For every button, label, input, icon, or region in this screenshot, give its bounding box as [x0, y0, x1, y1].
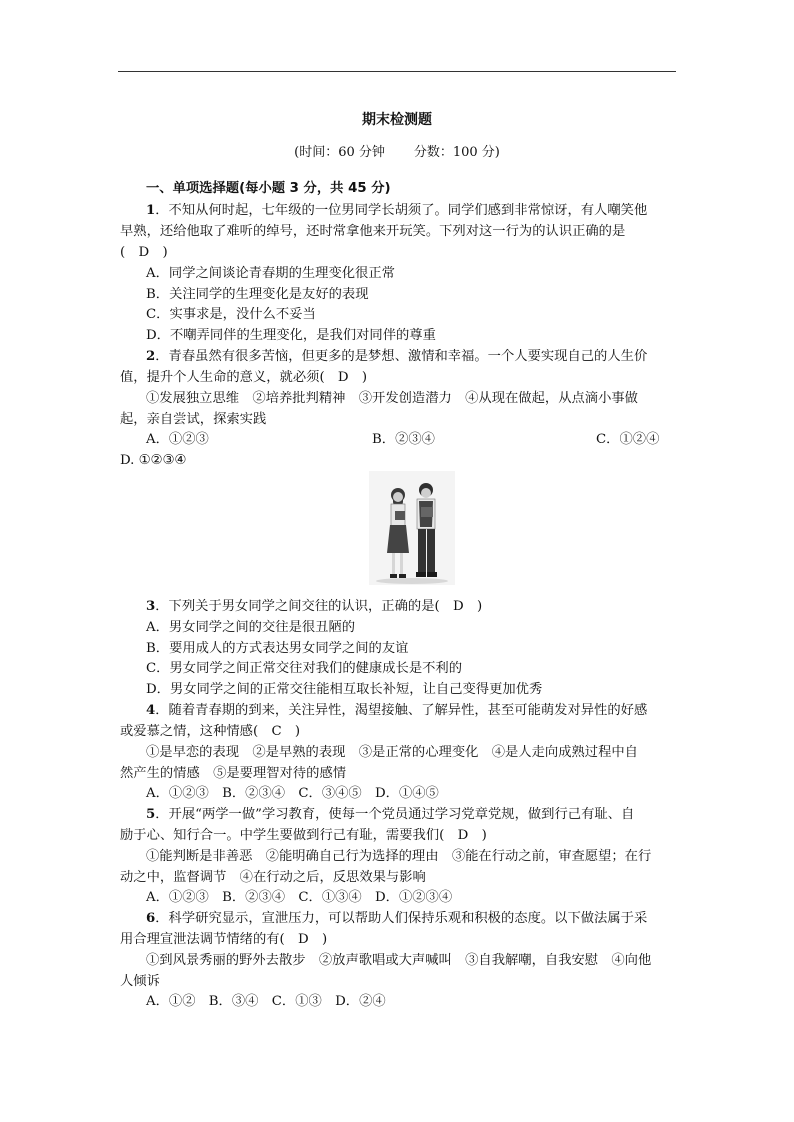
q2-line2: 值，提升个人生命的意义，就必须( D ) — [120, 370, 368, 385]
q2-items1: ①发展独立思维 ②培养批判精神 ③开发创造潜力 ④从现在做起，从点滴小事做 — [146, 391, 638, 406]
q3-option-d: D．男女同学之间的正常交往能相互取长补短，让自己变得更加优秀 — [146, 682, 543, 697]
q6-items1: ①到风景秀丽的野外去散步 ②放声歌唱或大声喊叫 ③自我解嘲，自我安慰 ④向他 — [146, 953, 652, 968]
q4-items2: 然产生的情感 ⑤是要理智对待的感情 — [120, 766, 347, 781]
q3-option-c: C．男女同学之间正常交往对我们的健康成长是不利的 — [146, 661, 463, 676]
q3-stem — [146, 598, 482, 616]
q4-line2: 或爱慕之情，这种情感( C ) — [120, 724, 301, 739]
q2-option-a: A．①②③ — [146, 432, 209, 447]
q2-option-d: D. ①②③④ — [120, 453, 187, 468]
q4-number: 4 — [146, 703, 156, 718]
q3-option-a: A．男女同学之间的交往是很丑陋的 — [146, 620, 356, 635]
q6-line2: 用合理宣泄法调节情绪的有( D ) — [120, 932, 328, 947]
q1-option-a: A．同学之间谈论青春期的生理变化很正常 — [146, 266, 395, 281]
q3-number: 3 — [146, 599, 156, 614]
q2-line1 — [146, 348, 647, 366]
q5-items1: ①能判断是非善恶 ②能明确自己行为选择的理由 ③能在行动之前，审查愿望；在行 — [146, 849, 652, 864]
q1-option-d: D．不嘲弄同伴的生理变化，是我们对同伴的尊重 — [146, 328, 436, 343]
q6-items2: 人倾诉 — [120, 974, 160, 989]
q6-number: 6 — [146, 911, 156, 926]
q1-option-b: B．关注同学的生理变化是友好的表现 — [146, 287, 369, 302]
q1-line1 — [146, 202, 647, 220]
q6-options: A．①② B．③④ C．①③ D．②④ — [146, 994, 386, 1009]
q1-option-c: C．实事求是，没什么不妥当 — [146, 307, 316, 322]
q4-items1: ①是早恋的表现 ②是早熟的表现 ③是正常的心理变化 ④是人走向成熟过程中自 — [146, 745, 638, 760]
q2-items2: 起，亲自尝试，探索实践 — [120, 412, 267, 427]
q5-number: 5 — [146, 807, 156, 822]
header-rule — [118, 71, 676, 72]
q5-line1 — [146, 806, 634, 824]
q6-text1: ．科学研究显示，宣泄压力，可以帮助人们保持乐观和积极的态度。以下做法属于采 — [155, 911, 648, 926]
section-heading: 一、单项选择题(每小题 3 分，共 45 分) — [146, 181, 391, 196]
exam-info: (时间：60 分钟 分数：100 分) — [294, 145, 500, 160]
q5-items2: 动之中，监督调节 ④在行动之后，反思效果与影响 — [120, 870, 426, 885]
q6-line1 — [146, 910, 647, 928]
q2-text1: ．青春虽然有很多苦恼，但更多的是梦想、激情和幸福。一个人要实现自己的人生价 — [155, 349, 648, 364]
q2-option-c: C．①②④ — [596, 432, 660, 447]
q2-number: 2 — [146, 349, 156, 364]
q4-text1: ．随着青春期的到来，关注异性，渴望接触、了解异性，甚至可能萌发对异性的好感 — [155, 703, 648, 718]
q4-options: A．①②③ B．②③④ C．③④⑤ D．①④⑤ — [146, 786, 439, 801]
q1-answer: ( D ) — [120, 245, 168, 260]
q5-options: A．①②③ B．②③④ C．①③④ D．①②③④ — [146, 890, 453, 905]
q4-line1 — [146, 702, 647, 720]
page-title: 期末检测题 — [362, 112, 432, 128]
students-illustration — [369, 471, 455, 585]
q5-text1: ．开展“两学一做”学习教育，使每一个党员通过学习党章党规，做到行己有耻、自 — [155, 807, 635, 822]
q2-option-b: B．②③④ — [372, 432, 435, 447]
q5-line2: 励于心、知行合一。中学生要做到行己有耻，需要我们( D ) — [120, 828, 487, 843]
q3-text: ．下列关于男女同学之间交往的认识，正确的是( D ) — [155, 599, 483, 614]
q1-text1: ．不知从何时起，七年级的一位男同学长胡须了。同学们感到非常惊讶，有人嘲笑他 — [155, 203, 648, 218]
q1-number: 1 — [146, 203, 156, 218]
students-photo — [369, 471, 455, 585]
q1-line2: 早熟，还给他取了难听的绰号，还时常拿他来开玩笑。下列对这一行为的认识正确的是 — [120, 224, 626, 239]
q3-option-b: B．要用成人的方式表达男女同学之间的友谊 — [146, 641, 409, 656]
